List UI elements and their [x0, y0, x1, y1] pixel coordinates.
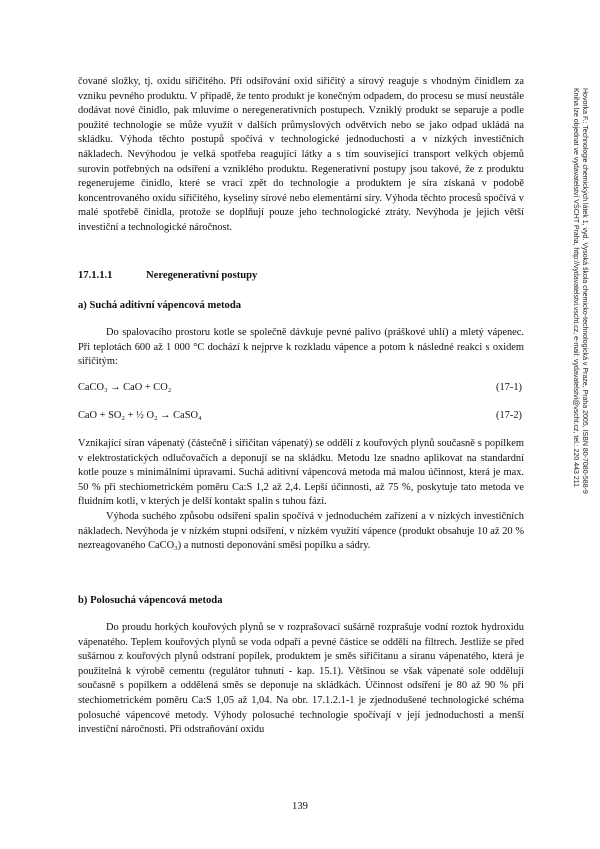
equation-2 [78, 410, 524, 425]
intro-block [78, 75, 524, 236]
section-number: 17.1.1.1 [78, 270, 113, 281]
side-note-citation: Hovorka F.: Technologie chemických látek 1, vyd. Vysoká škola chemicko-technologická v Praze, Praha 2005, ISBN 80-7080-588-9 [581, 88, 588, 494]
side-note [571, 88, 589, 644]
subsection-a-body [78, 437, 524, 554]
subsection-a-paragraph-1: Do spalovacího prostoru kotle se společně dávkuje pevné palivo (práškové uhlí) a mletý vápenec. Při teplotách 600 až 1 000 °C dochází k nejprve k rozkladu vápence a potom k následné reakci s oxidem siřičitým: [78, 327, 524, 368]
subsection-b-heading: b) Polosuchá vápencová metoda [78, 595, 223, 606]
side-note-ordering: Kniha lze objednat ve vydavatelství VŠCHT Praha, http://vydavatelstvi.vscht.cz, e-mail: vydavatelstvi@vscht.cz, tel.: 220 443 211 [572, 88, 579, 488]
equation-number: (17-2) [496, 410, 522, 421]
subsection-a-intro [78, 326, 524, 370]
section-heading [78, 270, 524, 281]
subsection-a-heading: a) Suchá aditivní vápencová metoda [78, 300, 242, 311]
page-number: 139 [292, 801, 308, 812]
subsection-b-paragraph-1: Do proudu horkých kouřových plynů se v rozprašovací sušárně rozprašuje vodní roztok hydroxidu vápenatého. Teplem kouřových plynů se voda odpaří a pevné částice se oddělí na filtrech. Jestliže se před sušárnou z kouřových plynů odstraní popílek, produktem je směs siřičitanu a síranu vápenatého, která je použitelná k výrobě cementu (regulátor tuhnutí - kap. 15.1). Většinou se však vápenaté sole oddělují současně s popílkem a oddělená směs se deponuje na skládkách. Účinnost odsíření je 80 až 90 % při stechiometrickém poměru Ca:S 1,05 až 1,04. Na obr. 17.1.2.1-1 je zjednodušené technologické schéma polosuché vápencové metody. Výhody polosuché technologie spočívají v její jednoduchosti a menší investiční náročnosti. Při odstraňování oxidu [78, 622, 524, 736]
subsection-b-body [78, 621, 524, 738]
equation-formula: CaCO₃ → CaO + CO₂ [78, 382, 172, 393]
equation-formula: CaO + SO₂ + ½ O₂ → CaSO₄ [78, 410, 202, 421]
section-title: Neregenerativní postupy [146, 270, 258, 281]
subsection-a-paragraph-3: Výhoda suchého způsobu odsíření spalin spočívá v jednoduchém zařízení a v nízkých investičních nákladech. Nevýhoda je v nízkém stupni odsíření, v nízkém využití vápence (produkt obsahuje 10 až 20 % nezreagovaného CaCO₃) a nutnosti deponování směsi popílku a sádry. [78, 510, 524, 552]
equation-1 [78, 382, 524, 397]
equation-number: (17-1) [496, 382, 522, 393]
intro-paragraph: čované složky, tj. oxidu siřičitého. Při odsiřování oxid siřičitý a sírový reaguje s vhodným činidlem za vzniku pevného produktu. V případě, že tento produkt je konečným odpadem, do procesu se musí neustále dodávat nové činidlo, pak mluvíme o neregenerativních postupech. Vzniklý produkt se separuje a podle použité technologie se může využít v dalších průmyslových odvětvích nebo se jako odpad ukládá na skládku. Výhoda těchto postupů spočívá v technologické jednoduchosti a v nízkých investičních nákladech. Nevýhodou je velká spotřeba reagující látky a s tím související transport velkých objemů surovin potřebných na odsíření a vzniklého produktu. Regenerativní postupy jsou takové, že z produktu regenerujeme činidlo, které se vrací zpět do technologie a produktem je síra získaná v podobě koncentrovaného oxidu siřičitého, kyseliny sírové nebo elementární síry. Výhoda těchto procesů spočívá v malé spotřebě činidla, protože se doplňují pouze jeho technologické ztráty. Nevýhoda je jejich větší investiční a technologické náročnost. [78, 76, 524, 233]
subsection-a-paragraph-2: Vznikající síran vápenatý (částečně i siřičitan vápenatý) se oddělí z kouřových plynů současně s popílkem v elektrostatických odlučovačích a deponují se na skládku. Metodu lze snadno aplikovat na standardní kotle pouze s minimálními úpravami. Suchá aditivní vápencová metoda má malou účinnost, která je max. 50 % při stechiometrickém poměru Ca:S 1,2 až 2,4. Lepší účinnosti, až 75 %, poskytuje tato metoda ve fluidním kotli, v kterých je delší kontakt spalin s tuhou fází. [78, 438, 524, 508]
